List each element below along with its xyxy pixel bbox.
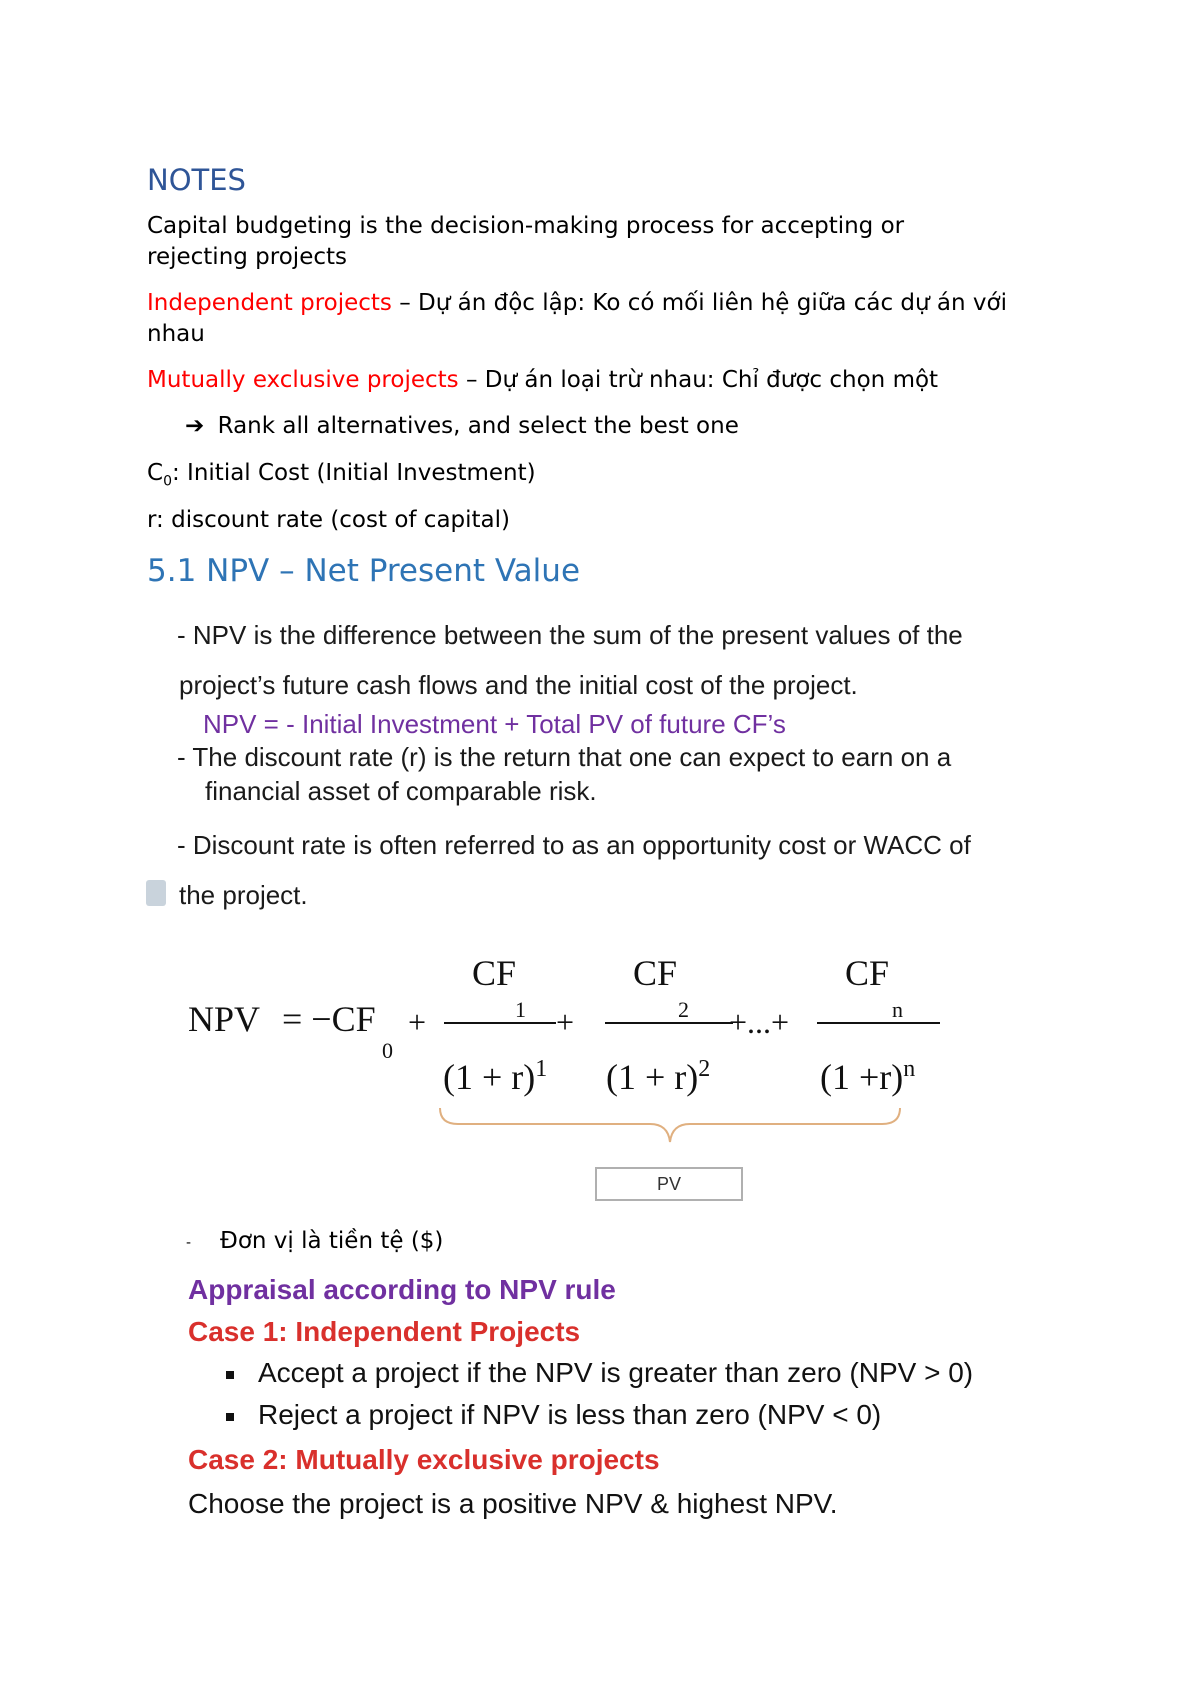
discount-rate-line-2: financial asset of comparable risk.	[205, 776, 597, 806]
mutually-term: Mutually exclusive projects	[147, 367, 459, 393]
frac2-bar	[605, 1022, 733, 1024]
frac1-numerator: CF	[472, 953, 517, 993]
case2-heading: Case 2: Mutually exclusive projects	[188, 1444, 660, 1475]
rank-text: Rank all alternatives, and select the best one	[217, 413, 739, 439]
fracn-bar	[817, 1022, 940, 1024]
mutually-def: – Dự án loại trừ nhau: Chỉ được chọn một	[458, 367, 939, 393]
opportunity-line-1: - Discount rate is often referred to as an opportunity cost or WACC of	[177, 830, 971, 860]
pv-brace	[430, 1100, 910, 1160]
appraisal-heading: Appraisal according to NPV rule	[188, 1274, 616, 1305]
mutually-definition	[147, 365, 938, 396]
section-heading-npv: 5.1 NPV – Net Present Value	[147, 553, 581, 589]
bullet-square-icon	[226, 1413, 234, 1421]
bullet-accept	[226, 1357, 973, 1389]
bullet-reject	[226, 1399, 881, 1431]
npv-formula-text: NPV = - Initial Investment + Total PV of future CF’s	[203, 709, 786, 739]
frac1-subscript: 1	[515, 997, 526, 1022]
formula-sub-0: 0	[382, 1038, 393, 1063]
frac1-bar	[444, 1022, 556, 1024]
formula-lhs: NPV	[188, 999, 261, 1039]
bullet-reject-text: Reject a project if NPV is less than zero (NPV < 0)	[258, 1399, 882, 1430]
frac2-numerator: CF	[633, 953, 678, 993]
r-definition: r: discount rate (cost of capital)	[147, 507, 511, 533]
bullet-accept-text: Accept a project if the NPV is greater than zero (NPV > 0)	[258, 1357, 974, 1388]
c0-symbol: C	[147, 460, 164, 486]
frac1-den-base: (1 + r)	[443, 1057, 536, 1097]
independent-def: – Dự án độc lập: Ko có mối liên hệ giữa các dự án với	[391, 290, 1007, 316]
frac1-denominator	[443, 1056, 547, 1098]
fracn-subscript: n	[892, 997, 903, 1022]
frac2-subscript: 2	[678, 997, 689, 1022]
marker-icon	[146, 880, 166, 906]
fracn-den-base: (1 +r)	[820, 1057, 904, 1097]
pv-label-box: PV	[595, 1167, 743, 1201]
unit-note: Đơn vị là tiền tệ ($)	[220, 1228, 444, 1254]
case1-heading: Case 1: Independent Projects	[188, 1316, 581, 1347]
discount-rate-line-1: - The discount rate (r) is the return that one can expect to earn on a	[177, 742, 952, 772]
opportunity-line-2: the project.	[179, 880, 308, 910]
npv-desc-line-1: - NPV is the difference between the sum of the present values of the	[177, 620, 963, 650]
unit-dash: -	[186, 1235, 192, 1251]
formula-plus-1: +	[408, 1004, 427, 1040]
notes-title: NOTES	[147, 163, 246, 197]
bullet-square-icon	[226, 1371, 234, 1379]
intro-line-2: rejecting projects	[147, 244, 347, 270]
independent-definition	[147, 288, 1007, 350]
formula-minus-cf: = −CF	[282, 999, 376, 1039]
frac2-denominator	[606, 1056, 710, 1098]
frac1-exponent: 1	[535, 1056, 548, 1082]
fracn-exponent: n	[903, 1056, 916, 1082]
c0-text: : Initial Cost (Initial Investment)	[171, 460, 536, 486]
independent-def-cont: nhau	[147, 321, 205, 347]
frac2-exponent: 2	[698, 1056, 711, 1082]
formula-plus-2: +	[556, 1004, 575, 1040]
arrow-icon: ➔	[185, 413, 205, 439]
npv-desc-line-2: project’s future cash flows and the initial cost of the project.	[179, 670, 858, 700]
fracn-numerator: CF	[845, 953, 890, 993]
frac2-den-base: (1 + r)	[606, 1057, 699, 1097]
formula-dots: +...+	[729, 1004, 790, 1040]
fracn-denominator	[820, 1056, 915, 1098]
c0-subscript: 0	[163, 473, 172, 490]
intro-paragraph	[147, 211, 904, 273]
rank-line	[185, 411, 739, 442]
appraisal-conclusion: Choose the project is a positive NPV & highest NPV.	[188, 1488, 838, 1519]
independent-term: Independent projects	[147, 290, 392, 316]
intro-line-1: Capital budgeting is the decision-making process for accepting or	[147, 213, 905, 239]
c0-definition	[147, 458, 536, 498]
